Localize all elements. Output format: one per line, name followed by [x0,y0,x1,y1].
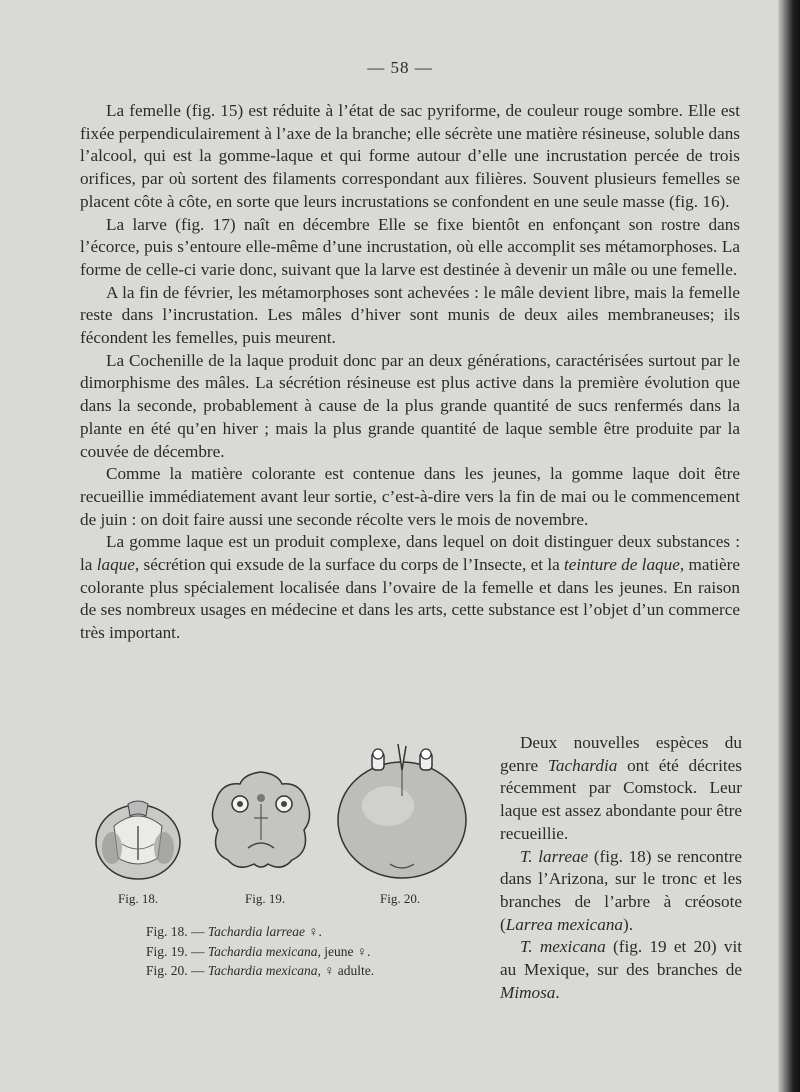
page-number: — 58 — [367,58,433,77]
paragraph-4-text: La Cochenille de la laque produit donc par an deux générations, caractérisées surtout par le dimorphisme des mâles. La sécrétion résineuse est plus active dans la première évolution que dans la seconde, probablement à cause de la plus grande quantité de sucs renfermés dans la plante en été qu’en hiver ; mais la plus grande quantité de laque semble être produite par la couvée de décembre. [80,350,740,461]
side-paragraph-3-italic: Mimosa [500,982,556,1002]
caption-fig-19-number: Fig. 19. — [146,943,208,959]
paragraph-6 [80,531,740,645]
paragraph-3 [80,282,740,350]
paragraph-6-italic-teinture: teinture de laque [564,555,680,575]
side-paragraph-1 [500,732,742,846]
side-text [500,732,742,1004]
side-paragraph-2-text-a: (fig. 18) se rencontre dans l’Arizona, sur le tronc et les branches de l’arbre à créosote ( [500,846,742,934]
side-paragraph-2 [500,846,742,937]
fig-19-illustration [208,768,314,874]
scan-dark-edge [778,0,800,1092]
paragraph-6-text-c: , matière colorante plus spécialement localisée dans l’ovaire de la femelle et dans les jeunes. En raison de ses nombreux usages en médecine et dans les arts, cette substance est l’objet d’un commerce très important. [80,555,741,643]
caption-fig-20 [146,961,466,981]
main-text [80,100,740,645]
fig-18-illustration [92,796,184,882]
paragraph-3-text: A la fin de février, les métamorphoses sont achevées : le mâle devient libre, mais la femelle reste dans l’incrustation. Les mâles d’hiver sont munis de deux ailes membraneuses; ils fécondent les femelles, puis meurent. [80,282,740,348]
fig-20-illustration [332,742,472,882]
side-paragraph-2-italic: Larrea mexicana [505,914,623,934]
caption-fig-19 [146,942,466,962]
caption-fig-20-rest: ♀ adulte. [320,963,375,978]
paragraph-4 [80,350,740,464]
side-paragraph-3-text-b: . [555,982,560,1002]
paragraph-5-text: Comme la matière colorante est contenue dans les jeunes, la gomme laque doit être recueillie immédiatement avant leur sortie, c’est-à-dire vers la fin de mai ou le commencement de juin : on doit faire aussi une seconde récolte vers le mois de novembre. [80,464,740,529]
paragraph-1-text: La femelle (fig. 15) est réduite à l’état de sac pyriforme, de couleur rouge sombre. Elle est fixée perpendiculairement à l’axe de la branche; elle sécrète une matière résineuse, soluble dans l’alcool, qui est la gomme-laque et qui forme autour d’elle une incrustation percée de trois orifices, par où sortent des filaments correspondant aux filières. Souvent plusieurs femelles se placent côte à côte, en sorte que leurs incrustations se confondent en une seule masse (fig. 16). [80,101,740,211]
figure-captions [146,922,466,981]
side-paragraph-3 [500,936,742,1004]
paragraph-5 [80,463,740,531]
paragraph-6-italic-laque: laque [96,555,135,575]
paragraph-6-text-b: , sécrétion qui exsude de la surface du corps de l’Insecte, et la [134,555,565,575]
side-paragraph-2-text-b: ). [623,914,634,934]
paragraph-2-text: La larve (fig. 17) naît en décembre Elle se fixe bientôt en enfonçant son rostre dans l’écorce, puis s’entoure elle-même d’une incrustation, où elle accomplit ses métamorphoses. La forme de celle-ci varie donc, suivant que la larve est destinée à devenir un mâle ou une femelle. [80,214,740,279]
side-paragraph-3-species: T. mexicana [520,937,606,957]
caption-fig-18-species: Tachardia larreae [207,924,306,939]
paragraph-2 [80,214,740,282]
fig-19-label: Fig. 19. [245,891,286,906]
side-paragraph-2-species: T. larreae [520,846,589,866]
caption-fig-20-number: Fig. 20. — [146,963,208,978]
caption-fig-18-rest: ♀. [305,924,322,939]
caption-fig-19-species: Tachardia mexicana, [207,943,321,959]
paragraph-6-text-a: La gomme laque est un produit complexe, dans lequel on doit distinguer deux substances : la [80,532,740,575]
side-paragraph-1-italic: Tachardia [547,755,618,775]
side-paragraph-1-text-a: Deux nouvelles espèces du genre [500,733,742,775]
side-paragraph-1-text-b: ont été décrites récemment par Comstock. Leur laque est assez abondante pour être recueillie. [500,755,742,843]
caption-fig-20-species: Tachardia mexicana, [207,963,321,978]
caption-fig-18-number: Fig. 18. — [146,924,208,939]
fig-18-label: Fig. 18. [118,891,159,906]
fig-20-label: Fig. 20. [380,891,421,906]
caption-fig-19-rest: jeune ♀. [320,943,371,959]
paragraph-1 [80,100,740,214]
caption-fig-18 [146,922,466,942]
side-paragraph-3-text-a: (fig. 19 et 20) vit au Mexique, sur des branches de [500,937,742,980]
